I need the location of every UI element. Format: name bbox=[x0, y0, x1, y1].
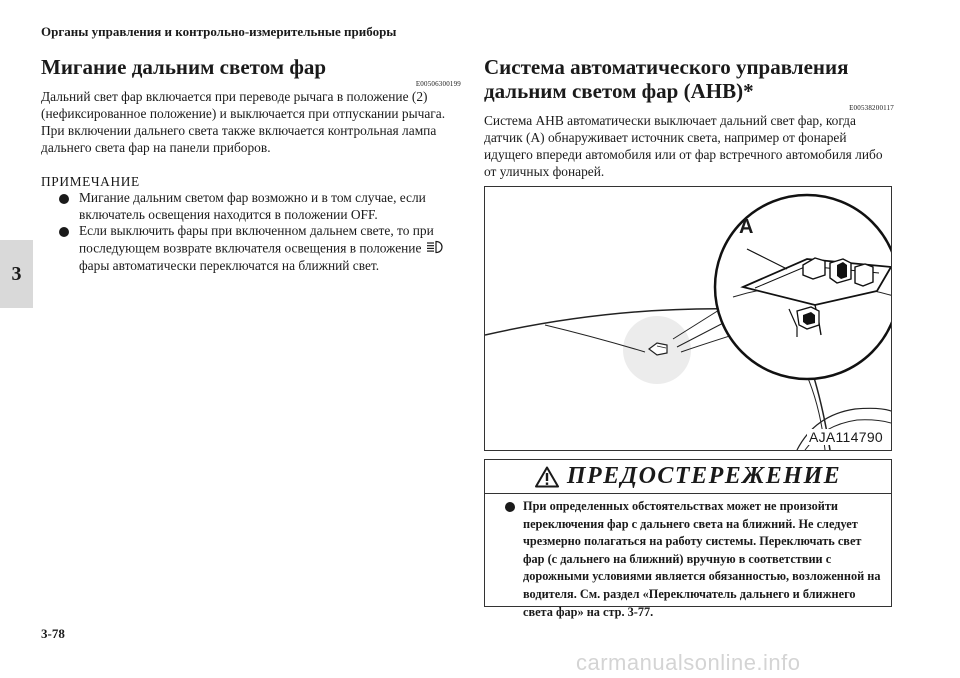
section-header: Органы управления и контрольно-измерительные приборы bbox=[41, 24, 397, 39]
callout-label-a: A bbox=[739, 216, 754, 238]
bullet-icon bbox=[505, 502, 515, 512]
section-code: E00506300199 bbox=[415, 80, 461, 89]
left-column bbox=[41, 55, 461, 275]
note-item bbox=[41, 190, 461, 223]
note-item bbox=[41, 223, 461, 275]
warning-box bbox=[484, 459, 892, 619]
warning-text: При определенных обстоятельствах может не произойти переключения фар с дальнего света на ближний. Не следует чрезмерно полагаться на работу системы. Переключать свет фар (с дальнего на ближний) вручную в соответствии с дорожными условиями является обязанностью, возложенной на водителя. См. раздел «Переключатель дальнего и ближнего света фар» на стр. 3-77. bbox=[523, 499, 881, 619]
warning-triangle-icon bbox=[535, 466, 559, 488]
paragraph: Система AHB автоматически выключает дальний свет фар, когда датчик (A) обнаруживает источник света, например от фонарей идущего впереди автомобиля или от фар встречного автомобиля либо от уличных фонарей. bbox=[484, 113, 883, 180]
warning-body bbox=[485, 494, 891, 621]
watermark: carmanualsonline.info bbox=[576, 650, 801, 675]
bullet-icon bbox=[59, 227, 69, 237]
note-text-tail: фары автоматически переключатся на ближний свет. bbox=[79, 258, 380, 274]
note-title: ПРИМЕЧАНИЕ bbox=[41, 174, 140, 190]
paragraph: Дальний свет фар включается при переводе рычага в положение (2) (нефиксированное положение) и выключается при отпускании рычага. bbox=[41, 89, 446, 122]
chapter-tab bbox=[0, 240, 33, 308]
section-title-high-beam-flash: Мигание дальним светом фар bbox=[41, 55, 327, 79]
figure-id: AJA114790 bbox=[808, 429, 883, 445]
chapter-number: 3 bbox=[11, 262, 22, 285]
warning-title: ПРЕДОСТЕРЕЖЕНИЕ bbox=[566, 463, 842, 489]
page-number: 3-78 bbox=[41, 626, 65, 641]
figure-windshield-sensor bbox=[484, 186, 892, 451]
bullet-icon bbox=[59, 194, 69, 204]
section-code: E00538200117 bbox=[849, 104, 894, 113]
windshield-illustration bbox=[485, 187, 891, 450]
note-text: Если выключить фары при включенном дальнем свете, то при последующем возврате включателя освещения в положение bbox=[79, 223, 434, 255]
section-title-ahb: Система автоматического управления дальним светом фар (АНВ)* bbox=[484, 55, 849, 104]
note-list bbox=[41, 190, 461, 275]
warning-header bbox=[485, 460, 891, 494]
headlight-icon bbox=[426, 240, 448, 259]
right-column bbox=[484, 55, 894, 180]
note-text: Мигание дальним светом фар возможно и в том случае, если включатель освещения находится в положении OFF. bbox=[79, 190, 426, 222]
paragraph: При включении дальнего света также включается контрольная лампа дальнего света фар на панели приборов. bbox=[41, 123, 437, 156]
